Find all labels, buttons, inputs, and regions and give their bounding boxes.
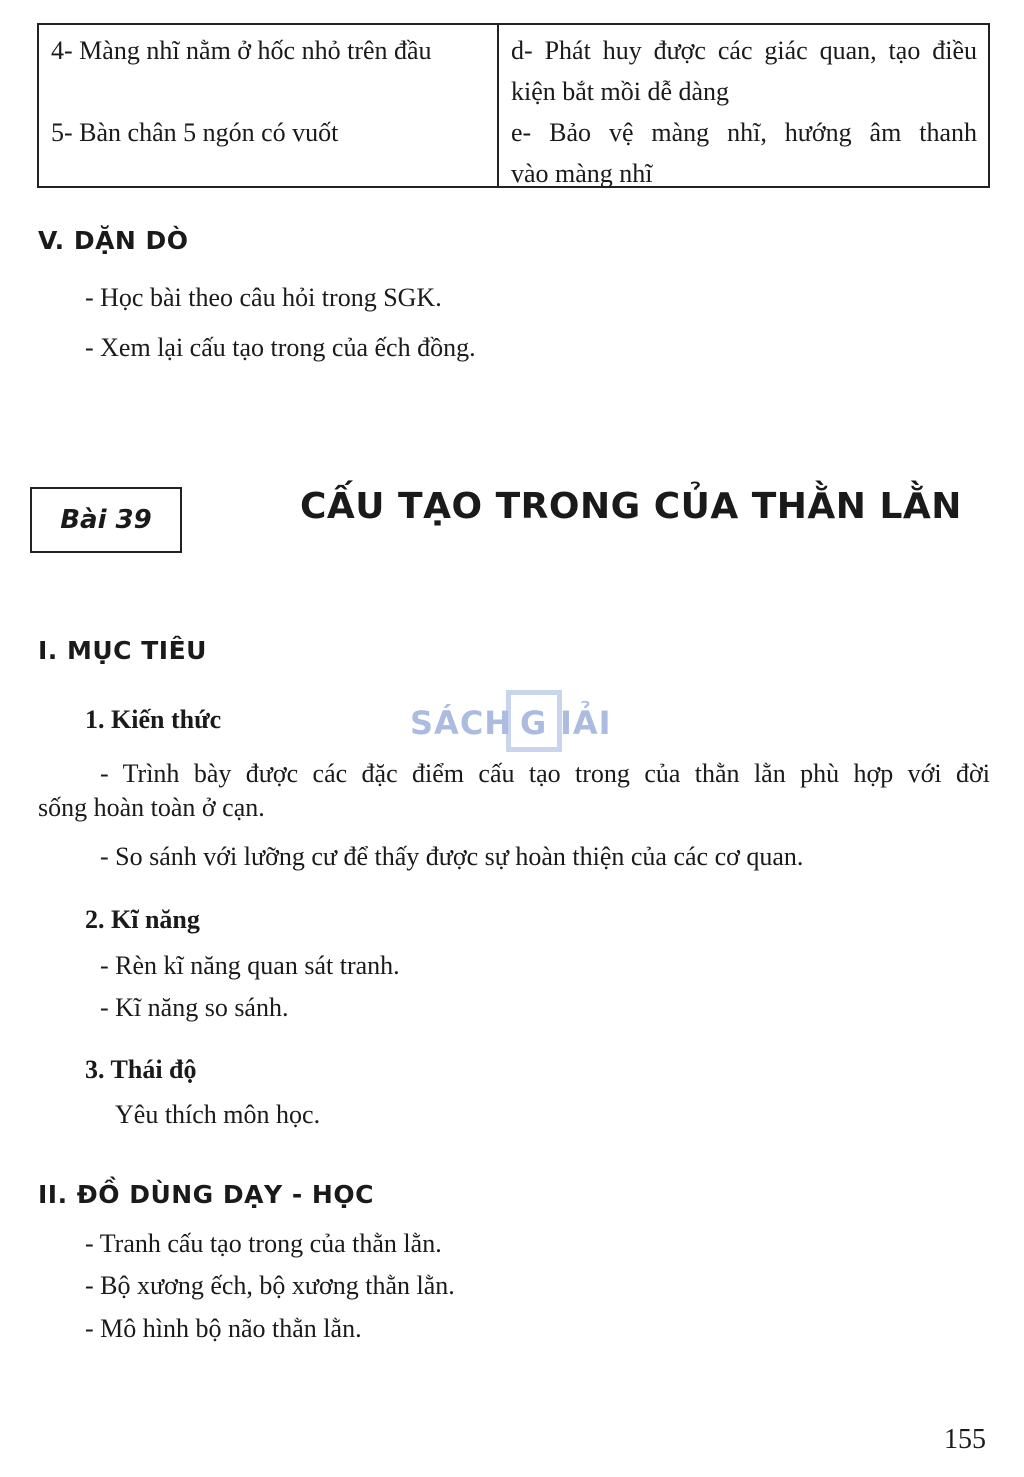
watermark-text-left: SÁCH [410,704,513,742]
section-ii-item-3: - Mô hình bộ não thằn lằn. [85,1314,362,1343]
lesson-number-label: Bài 39 [60,505,152,535]
watermark-logo [410,690,620,760]
table-column-divider [497,25,499,186]
skills-item-2: - Kĩ năng so sánh. [100,993,289,1022]
table-cell-right-e-line1: e- Bảo vệ màng nhĩ, hướng âm thanh [511,118,977,147]
lesson-title: CẤU TẠO TRONG CỦA THẰN LẰN [300,486,962,527]
section-v-heading: V. DẶN DÒ [38,226,189,255]
lesson-number-box [30,487,182,553]
knowledge-item-1-line2: sống hoàn toàn ở cạn. [38,793,265,822]
comparison-table [37,23,990,188]
knowledge-heading: 1. Kiến thức [85,705,222,734]
section-ii-heading: II. ĐỒ DÙNG DẠY - HỌC [38,1180,374,1209]
section-v-item-2: - Xem lại cấu tạo trong của ếch đồng. [85,333,476,362]
section-ii-item-1: - Tranh cấu tạo trong của thằn lằn. [85,1229,442,1258]
watermark-text-right: IẢI [560,704,612,742]
skills-item-1: - Rèn kĩ năng quan sát tranh. [100,951,400,980]
table-cell-right-e-line2: vào màng nhĩ [511,159,653,188]
attitude-text: Yêu thích môn học. [115,1100,321,1129]
table-cell-left-row5: 5- Bàn chân 5 ngón có vuốt [51,118,339,147]
table-cell-right-d-line2: kiện bắt mồi dễ dàng [511,77,730,106]
page-number: 155 [944,1424,986,1455]
table-cell-right-d-line1: d- Phát huy được các giác quan, tạo điều [511,36,977,65]
section-v-item-1: - Học bài theo câu hỏi trong SGK. [85,283,442,312]
section-i-heading: I. MỤC TIÊU [38,636,207,665]
table-cell-left-row4: 4- Màng nhĩ nằm ở hốc nhỏ trên đầu [51,36,432,65]
attitude-heading: 3. Thái độ [85,1055,197,1084]
section-ii-item-2: - Bộ xương ếch, bộ xương thằn lằn. [85,1271,455,1300]
skills-heading: 2. Kĩ năng [85,905,200,934]
knowledge-item-1-line1: - Trình bày được các đặc điểm cấu tạo trong của thằn lằn phù hợp với đời [100,759,990,788]
knowledge-item-2: - So sánh với lưỡng cư để thấy được sự hoàn thiện của các cơ quan. [100,842,804,871]
watermark-text-mid: G [520,704,548,742]
